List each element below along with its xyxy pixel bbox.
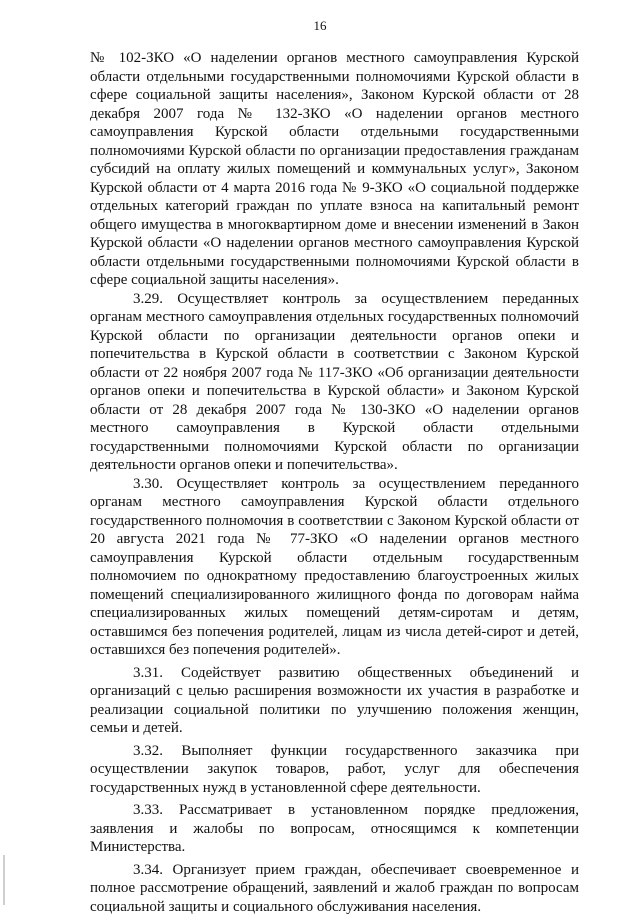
page-number: 16 bbox=[0, 18, 640, 34]
paragraph-3-31: 3.31. Содействует развитию общественных объединений и организаций с целью расширения возможности их участия в разработке и реализации социальной политики по улучшению положения женщин, семьи и детей. bbox=[90, 664, 579, 738]
scan-edge-mark bbox=[3, 855, 5, 905]
paragraph-continuation: № 102-ЗКО «О наделении органов местного самоуправления Курской области отдельными государственными полномочиями Курской области в сфере социальной защиты населения», Законом Курской области от 28 декабря 2007 года № 132-ЗКО «О наделении органов местного самоуправления Курской области отдельными государственными полномочиями Курской области по организации предоставления гражданам субсидий на оплату жилых помещений и коммунальных услуг», Законом Курской области от 4 марта 2016 года № 9-ЗКО «О социальной поддержке отдельных категорий граждан по уплате взноса на капитальный ремонт общего имущества в многоквартирном доме и внесении изменений в Закон Курской области «О наделении органов местного самоуправления Курской области отдельными государственными полномочиями Курской области в сфере социальной защиты населения». bbox=[90, 49, 579, 290]
paragraph-3-32: 3.32. Выполняет функции государственного заказчика при осуществлении закупок товаров, работ, услуг для обеспечения государственных нужд в установленной сфере деятельности. bbox=[90, 742, 579, 798]
paragraph-3-33: 3.33. Рассматривает в установленном порядке предложения, заявления и жалобы по вопросам, относящимся к компетенции Министерства. bbox=[90, 801, 579, 857]
paragraph-3-29: 3.29. Осуществляет контроль за осуществлением переданных органам местного самоуправления отдельных государственных полномочий Курской области по организации деятельности органов опеки и попечительства в Курской области в соответствии с Законом Курской области от 22 ноября 2007 года № 117-ЗКО «Об организации деятельности органов опеки и попечительства в Курской области» и Законом Курской области от 28 декабря 2007 года № 130-ЗКО «О наделении органов местного самоуправления в Курской области отдельными государственными полномочиями Курской области по организации деятельности органов опеки и попечительства». bbox=[90, 290, 579, 475]
paragraph-3-30: 3.30. Осуществляет контроль за осуществлением переданного органам местного самоуправления Курской области отдельного государственного полномочия в соответствии с Законом Курской области от 20 августа 2021 года № 77-ЗКО «О наделении органов местного самоуправления Курской области отдельным государственным полномочием по однократному предоставлению благоустроенных жилых помещений специализированного жилищного фонда по договорам найма специализированных жилых помещений детям-сиротам и детям, оставшимся без попечения родителей, лицам из числа детей-сирот и детей, оставшихся без попечения родителей». bbox=[90, 475, 579, 660]
document-body bbox=[90, 49, 579, 916]
paragraph-3-34: 3.34. Организует прием граждан, обеспечивает своевременное и полное рассмотрение обращений, заявлений и жалоб граждан по вопросам социальной защиты и социального обслуживания населения. bbox=[90, 861, 579, 916]
